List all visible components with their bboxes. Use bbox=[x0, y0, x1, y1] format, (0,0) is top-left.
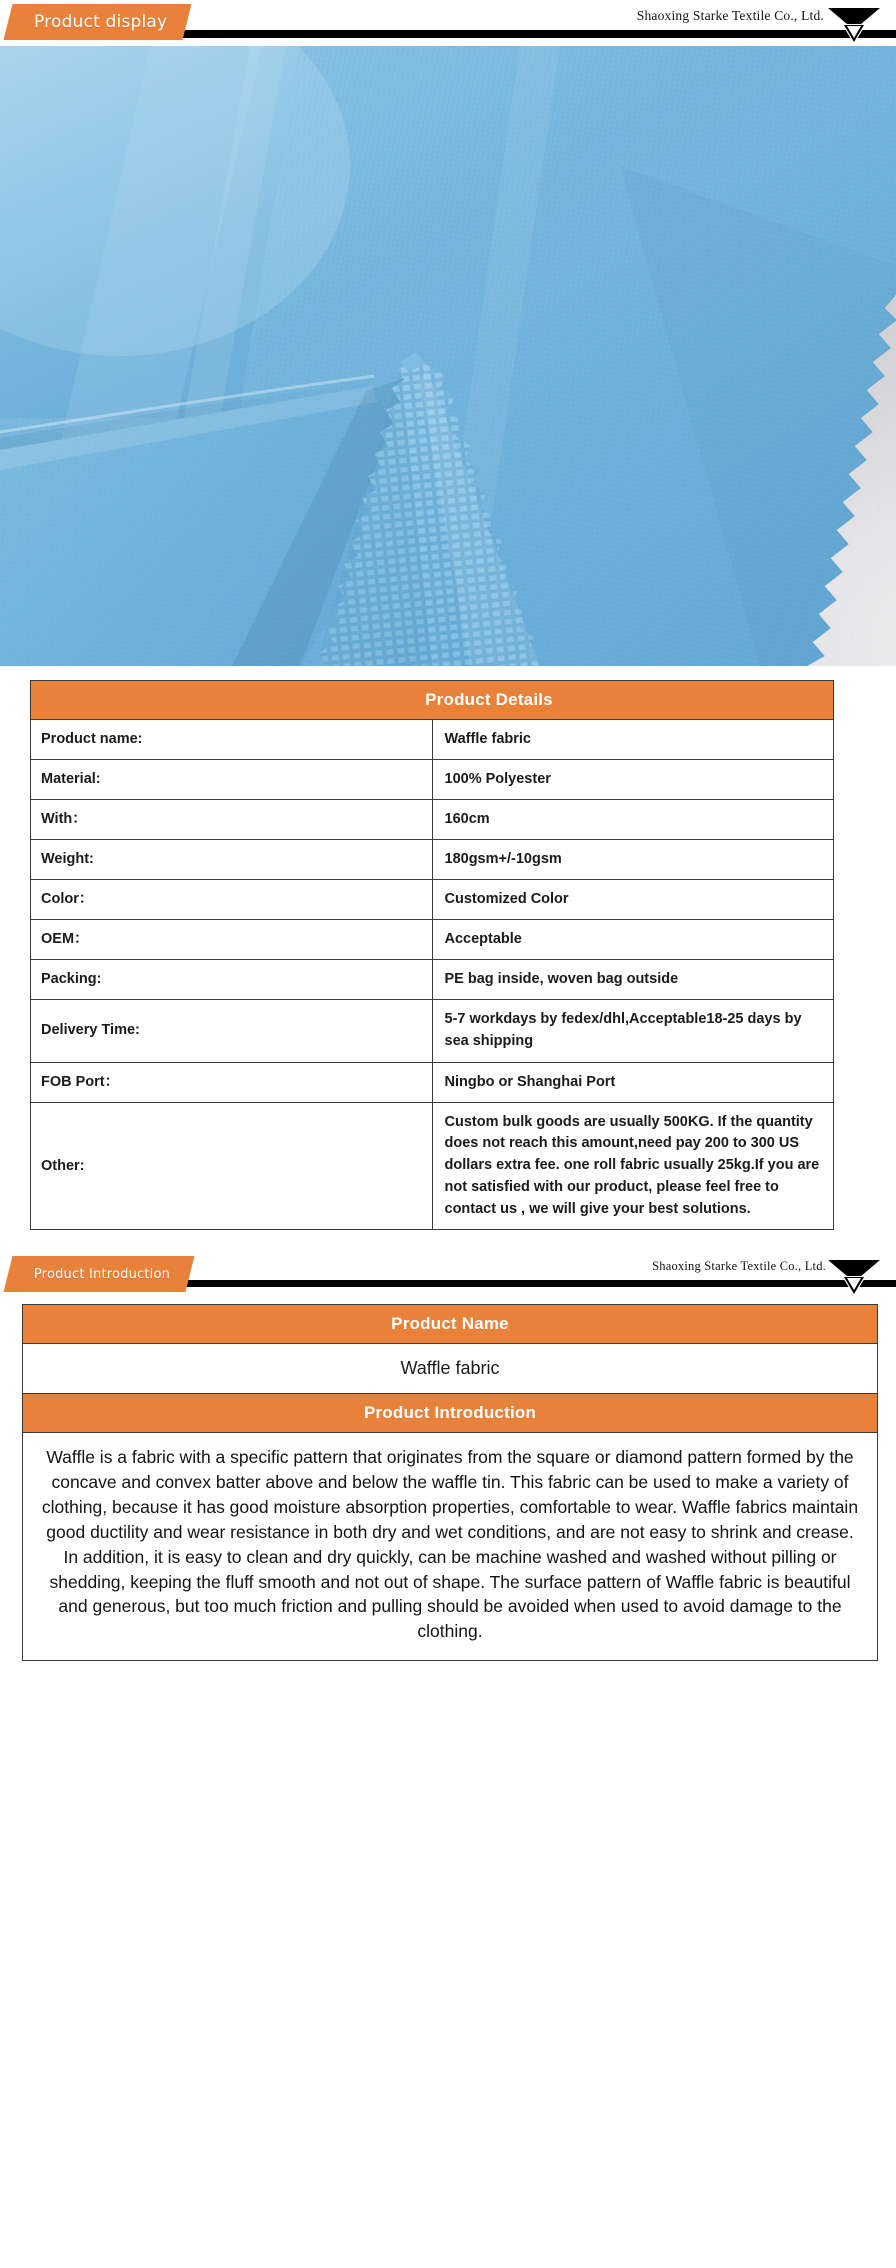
table-row bbox=[31, 720, 834, 760]
row-value: 100% Polyester bbox=[432, 760, 834, 800]
product-name-header: Product Name bbox=[23, 1305, 878, 1344]
row-value: Waffle fabric bbox=[432, 720, 834, 760]
table-row bbox=[31, 960, 834, 1000]
product-introduction-section bbox=[0, 1304, 896, 1661]
table-header-row bbox=[31, 681, 834, 720]
table-row bbox=[31, 840, 834, 880]
row-key: Product name: bbox=[31, 720, 433, 760]
company-name: Shaoxing Starke Textile Co., Ltd. bbox=[652, 1259, 826, 1274]
product-details-section bbox=[0, 680, 896, 1230]
spacer bbox=[0, 1296, 896, 1304]
row-key: Delivery Time: bbox=[31, 1000, 433, 1063]
chevron-down-triangle-icon bbox=[826, 4, 882, 46]
product-details-header: Product Details bbox=[31, 681, 834, 720]
table-row bbox=[31, 880, 834, 920]
row-value: Customized Color bbox=[432, 880, 834, 920]
row-value: 160cm bbox=[432, 800, 834, 840]
product-introduction-tag-label: Product Introduction bbox=[34, 1266, 171, 1282]
row-key: Color： bbox=[31, 880, 433, 920]
row-value: Custom bulk goods are usually 500KG. If the quantity does not reach this amount,need pay 200 to 300 US dollars extra fee. one roll fabric usually 25kg.If you are not satisfied with our product, please feel free to contact us , we will give your best solutions. bbox=[432, 1102, 834, 1230]
row-key: Weight: bbox=[31, 840, 433, 880]
spacer bbox=[0, 666, 896, 680]
product-name-value: Waffle fabric bbox=[23, 1344, 878, 1394]
table-row bbox=[23, 1433, 878, 1661]
row-key: Packing: bbox=[31, 960, 433, 1000]
product-display-tag bbox=[4, 4, 192, 40]
product-introduction-banner bbox=[0, 1252, 896, 1296]
table-row bbox=[31, 1000, 834, 1063]
product-photo bbox=[0, 46, 896, 666]
table-row bbox=[31, 800, 834, 840]
chevron-down-triangle-icon bbox=[826, 1256, 882, 1296]
table-row bbox=[31, 920, 834, 960]
spacer bbox=[0, 1230, 896, 1252]
product-introduction-header: Product Introduction bbox=[23, 1394, 878, 1433]
table-header-row bbox=[23, 1305, 878, 1344]
banner-rule bbox=[158, 1280, 896, 1287]
row-value: 5-7 workdays by fedex/dhl,Acceptable18-25 days by sea shipping bbox=[432, 1000, 834, 1063]
table-header-row bbox=[23, 1394, 878, 1433]
row-key: Other: bbox=[31, 1102, 433, 1230]
product-introduction-body: Waffle is a fabric with a specific pattern that originates from the square or diamond pattern formed by the concave and convex batter above and below the waffle tin. This fabric can be used to make a variety of clothing, because it has good moisture absorption properties, comfortable to wear. Waffle fabrics maintain good ductility and wear resistance in both dry and wet conditions, and are not easy to shrink and crease. In addition, it is easy to clean and dry quickly, can be machine washed and washed without pilling or shedding, keeping the fluff smooth and not out of shape. The surface pattern of Waffle fabric is beautiful and generous, but too much friction and pulling should be avoided when used to avoid damage to the clothing. bbox=[23, 1433, 878, 1661]
row-key: Material: bbox=[31, 760, 433, 800]
row-value: Acceptable bbox=[432, 920, 834, 960]
table-row bbox=[31, 1102, 834, 1230]
row-key: With： bbox=[31, 800, 433, 840]
product-details-table bbox=[30, 680, 834, 1230]
row-key: FOB Port： bbox=[31, 1062, 433, 1102]
table-row bbox=[31, 1062, 834, 1102]
product-introduction-table bbox=[22, 1304, 878, 1661]
company-name: Shaoxing Starke Textile Co., Ltd. bbox=[636, 8, 824, 23]
banner-rule bbox=[140, 30, 896, 38]
product-introduction-tag bbox=[4, 1256, 195, 1292]
table-row bbox=[31, 760, 834, 800]
product-display-tag-label: Product display bbox=[34, 12, 168, 32]
row-value: Ningbo or Shanghai Port bbox=[432, 1062, 834, 1102]
row-key: OEM： bbox=[31, 920, 433, 960]
table-row bbox=[23, 1344, 878, 1394]
row-value: 180gsm+/-10gsm bbox=[432, 840, 834, 880]
row-value: PE bag inside, woven bag outside bbox=[432, 960, 834, 1000]
product-display-banner bbox=[0, 0, 896, 46]
